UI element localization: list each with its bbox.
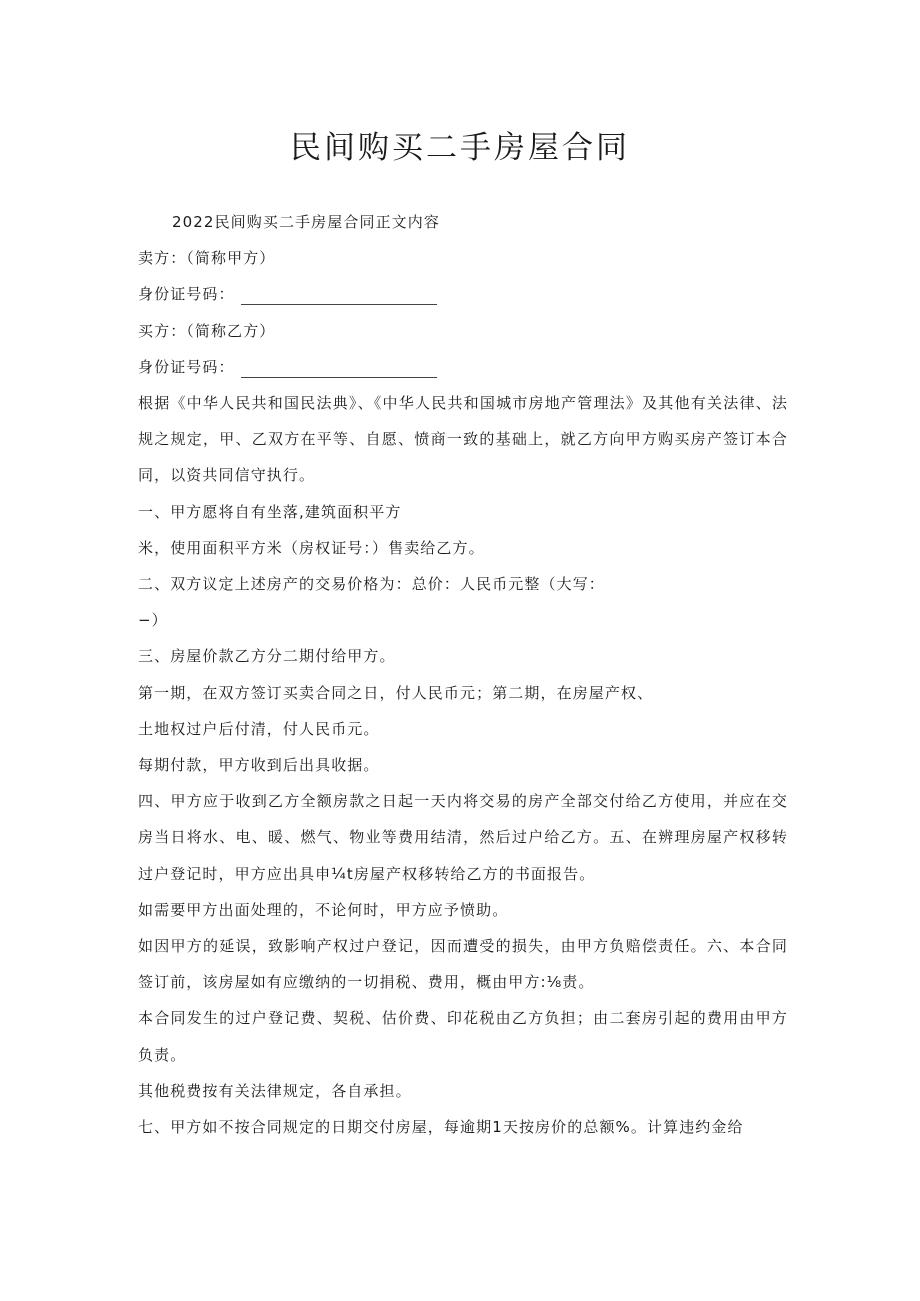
buyer-id-line — [138, 349, 788, 385]
document-body — [138, 204, 788, 1145]
clause-2-line-2: −） — [138, 611, 168, 630]
payment-first: 第一期，在双方签订买卖合同之日，付人民币元；第二期，在房屋产权、 — [138, 683, 654, 702]
other-taxes: 其他税费按有关法律规定，各自承担。 — [138, 1081, 412, 1100]
seller-id-line — [138, 276, 788, 312]
buyer-id-blank — [241, 359, 437, 378]
document-title: 民间购买二手房屋合同 — [290, 130, 630, 166]
clause-3: 三、房屋价款乙方分二期付给甲方。 — [138, 647, 396, 666]
seller-id-label: 身份证号码： — [138, 285, 235, 304]
document-subtitle: 2022民间购买二手房屋合同正文内容 — [172, 213, 440, 231]
clause-2-line-1: 二、双方议定上述房产的交易价格为：总价：人民币元整（大写： — [138, 575, 605, 594]
seller-label: 卖方：（简称甲方） — [138, 249, 276, 268]
clause-5-delay: 如因甲方的延误，致影响产权过户登记，因而遭受的损失，由甲方负赔偿责任。六、本合同签订前，该房屋如有应缴纳的一切捐税、费用，概由甲方:⅛责。 — [138, 937, 788, 992]
paragraph-legal-basis: 根据《中华人民共和国民法典》、《中华人民共和国城市房地产管理法》及其他有关法律、法规之规定，甲、乙双方在平等、自愿、愤商一致的基础上，就乙方向甲方购买房产签订本合同，以资共同信守执行。 — [138, 394, 788, 485]
fees-paragraph: 本合同发生的过户登记费、契税、估价费、印花税由乙方负担；由二套房引起的费用由甲方负责。 — [138, 1009, 788, 1064]
buyer-id-label: 身份证号码： — [138, 357, 235, 376]
buyer-label: 买方：（简称乙方） — [138, 321, 276, 340]
payment-second: 土地权过户后付清，付人民币元。 — [138, 719, 380, 738]
clause-4: 四、甲方应于收到乙方全额房款之日起一天内将交易的房产全部交付给乙方使用，并应在交房当日将水、电、暖、燃气、物业等费用结清，然后过户给乙方。五、在辨理房屋产权移转过户登记时，甲方应出具申¼t房屋产权移转给乙方的书面报告。 — [138, 792, 788, 883]
payment-receipt: 每期付款，甲方收到后出具收据。 — [138, 756, 380, 775]
seller-id-blank — [241, 286, 437, 305]
clause-5-assist: 如需要甲方出面处理的，不论何时，甲方应予愤助。 — [138, 900, 509, 919]
clause-7: 七、甲方如不按合同规定的日期交付房屋，每逾期1天按房价的总额%。计算违约金给 — [138, 1118, 744, 1137]
clause-1-line-2: 米，使用面积平方米（房权证号：）售卖给乙方。 — [138, 538, 485, 557]
clause-1-line-1: 一、甲方愿将自有坐落,建筑面积平方 — [138, 502, 402, 521]
